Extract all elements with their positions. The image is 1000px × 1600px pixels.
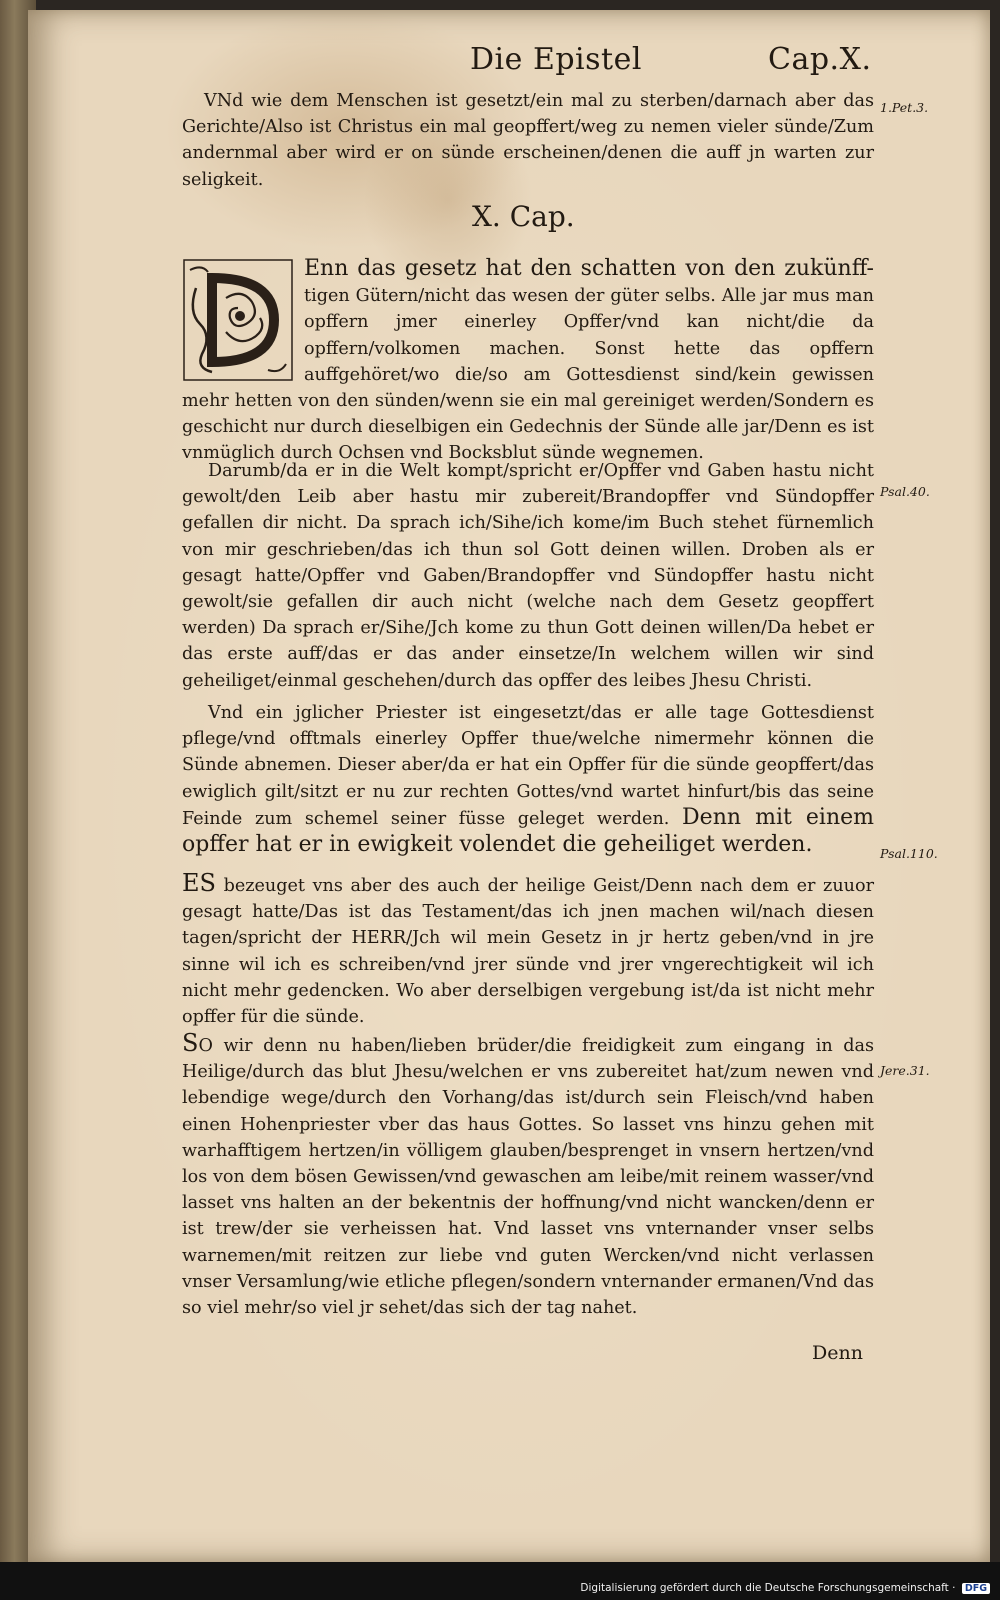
running-head-chapter: Cap.X. [768, 42, 872, 77]
paragraph-1: VNd wie dem Menschen ist gesetzt/ein mal zu sterben/darnach aber das Gerichte/Also ist Christus ein mal geopffert/weg zu nemen vieler sünde/Zum andernmal aber wird er on sünde erscheinen/denen die auff jn warten zur seligkeit. [182, 91, 874, 190]
paragraph-5-text: bezeuget vns aber des auch der heilige Geist/Denn nach dem er zuuor gesagt hatte/Das ist das Testament/das ich jnen machen wil/nach diesen tagen/spricht der HERR/Jch wil mein Gesetz in jr hertz geben/vnd in jre sinne wil ich es schreiben/vnd jrer sünde vnd jrer vngerechtigkeit wil ich nicht mehr gedencken. Wo aber derselbigen vergebung ist/da ist nicht mehr opffer für die sünde. [182, 876, 874, 1028]
paragraph-2-text: tigen Gütern/nicht das wesen der güter selbs. Alle jar mus man opffern jmer einerley Opffer/vnd kan nicht/die da opffern/volkomen machen. Sonst hette das opffern auffgehöret/wo die/so am Gottesdienst sind/kein gewissen mehr hetten von den sünden/wenn sie ein mal gereiniget werden/Sondern es geschicht nur durch dieselbigen ein Gedechnis der Sünde alle jar/Denn es ist vnmüglich durch Ochsen vnd Bocksblut sünde wegnemen. [182, 286, 874, 464]
footer-bar [0, 1562, 1000, 1600]
paragraph-6-initial: S [182, 1029, 199, 1057]
margin-note: Psal.40. [880, 484, 930, 499]
paragraph-6-text: O wir denn nu haben/lieben brüder/die freidigkeit zum eingang in das Heilige/durch das blut Jhesu/welchen er vns zubereitet hat/zum newen vnd lebendige wege/durch den Vorhang/das ist/durch sein Fleisch/vnd haben einen Hohenpriester vber das haus Gottes. So lasset vns hinzu gehen mit warhafftigem hertzen/in völligem glauben/besprenget in vnsern hertzen/vnd los von dem bösen Gewissen/vnd gewaschen am leibe/mit reinem wasser/vnd lasset vns halten an der bekentnis der hoffnung/vnd nicht wancken/denn er ist trew/der sie verheissen hat. Vnd lasset vns vnternander vnser selbs warnemen/mit reitzen zur liebe vnd guten Wercken/vnd nicht verlassen vnser Versamlung/wie etliche pflegen/sondern vnternander ermanen/Vnd das so viel mehr/so viel jr sehet/das sich der tag nahet. [182, 1036, 874, 1319]
digitization-credit [580, 1582, 990, 1594]
paragraph-5 [182, 870, 874, 1030]
paragraph-4 [182, 700, 874, 859]
decorated-initial-d-icon [182, 258, 294, 382]
margin-note: Psal.110. [880, 846, 938, 861]
paragraph-5-initial: ES [182, 869, 216, 897]
paragraph-2-opening: Enn das gesetz hat den schatten von den zukünff- [304, 256, 874, 281]
paragraph-2 [182, 256, 874, 467]
chapter-heading: X. Cap. [472, 200, 575, 233]
dfg-logo: DFG [962, 1583, 990, 1594]
digitization-credit-text: Digitalisierung gefördert durch die Deutsche Forschungsgemeinschaft · [580, 1582, 956, 1594]
paragraph-4-text: Vnd ein jglicher Priester ist eingesetzt/das er alle tage Gottesdienst pflege/vnd offtmals einerley Opffer thue/welche nimermehr können die Sünde abnemen. Dieser aber/da er hat ein Opffer für die sünde geopffert/das ewiglich gilt/sitzt er nu zur rechten Gottes/vnd wartet hinfurt/bis das seine Feinde zum schemel seiner füsse geleget werden. [182, 703, 874, 829]
margin-note: Jere.31. [880, 1063, 930, 1078]
paragraph-6 [182, 1030, 874, 1321]
paragraph-4-emphasis: Denn mit einem opffer hat er in ewigkeit volendet die geheiliget werden. [182, 804, 875, 858]
running-head-title: Die Epistel [470, 42, 642, 77]
catchword: Denn [812, 1342, 863, 1364]
paragraph-3: Darumb/da er in die Welt kompt/spricht er/Opffer vnd Gaben hastu nicht gewolt/den Leib aber hastu mir zubereit/Brandopffer vnd Sündopffer gefallen dir nicht. Da sprach ich/Sihe/ich kome/im Buch stehet fürnemlich von mir geschrieben/das ich thun sol Gott deinen willen. Droben als er gesagt hatte/Opffer vnd Gaben/Brandopffer vnd Sündopffer hastu nicht gewolt/sie gefallen dir auch nicht (welche nach dem Gesetz geopffert werden) Da sprach er/Sihe/Jch kome zu thun Gott deinen willen/Da hebet er das erste auff/das er das ander einsetze/In welchem willen wir sind geheiliget/einmal geschehen/durch das opffer des leibes Jhesu Christi. [182, 461, 874, 691]
margin-note: 1.Pet.3. [880, 100, 929, 115]
